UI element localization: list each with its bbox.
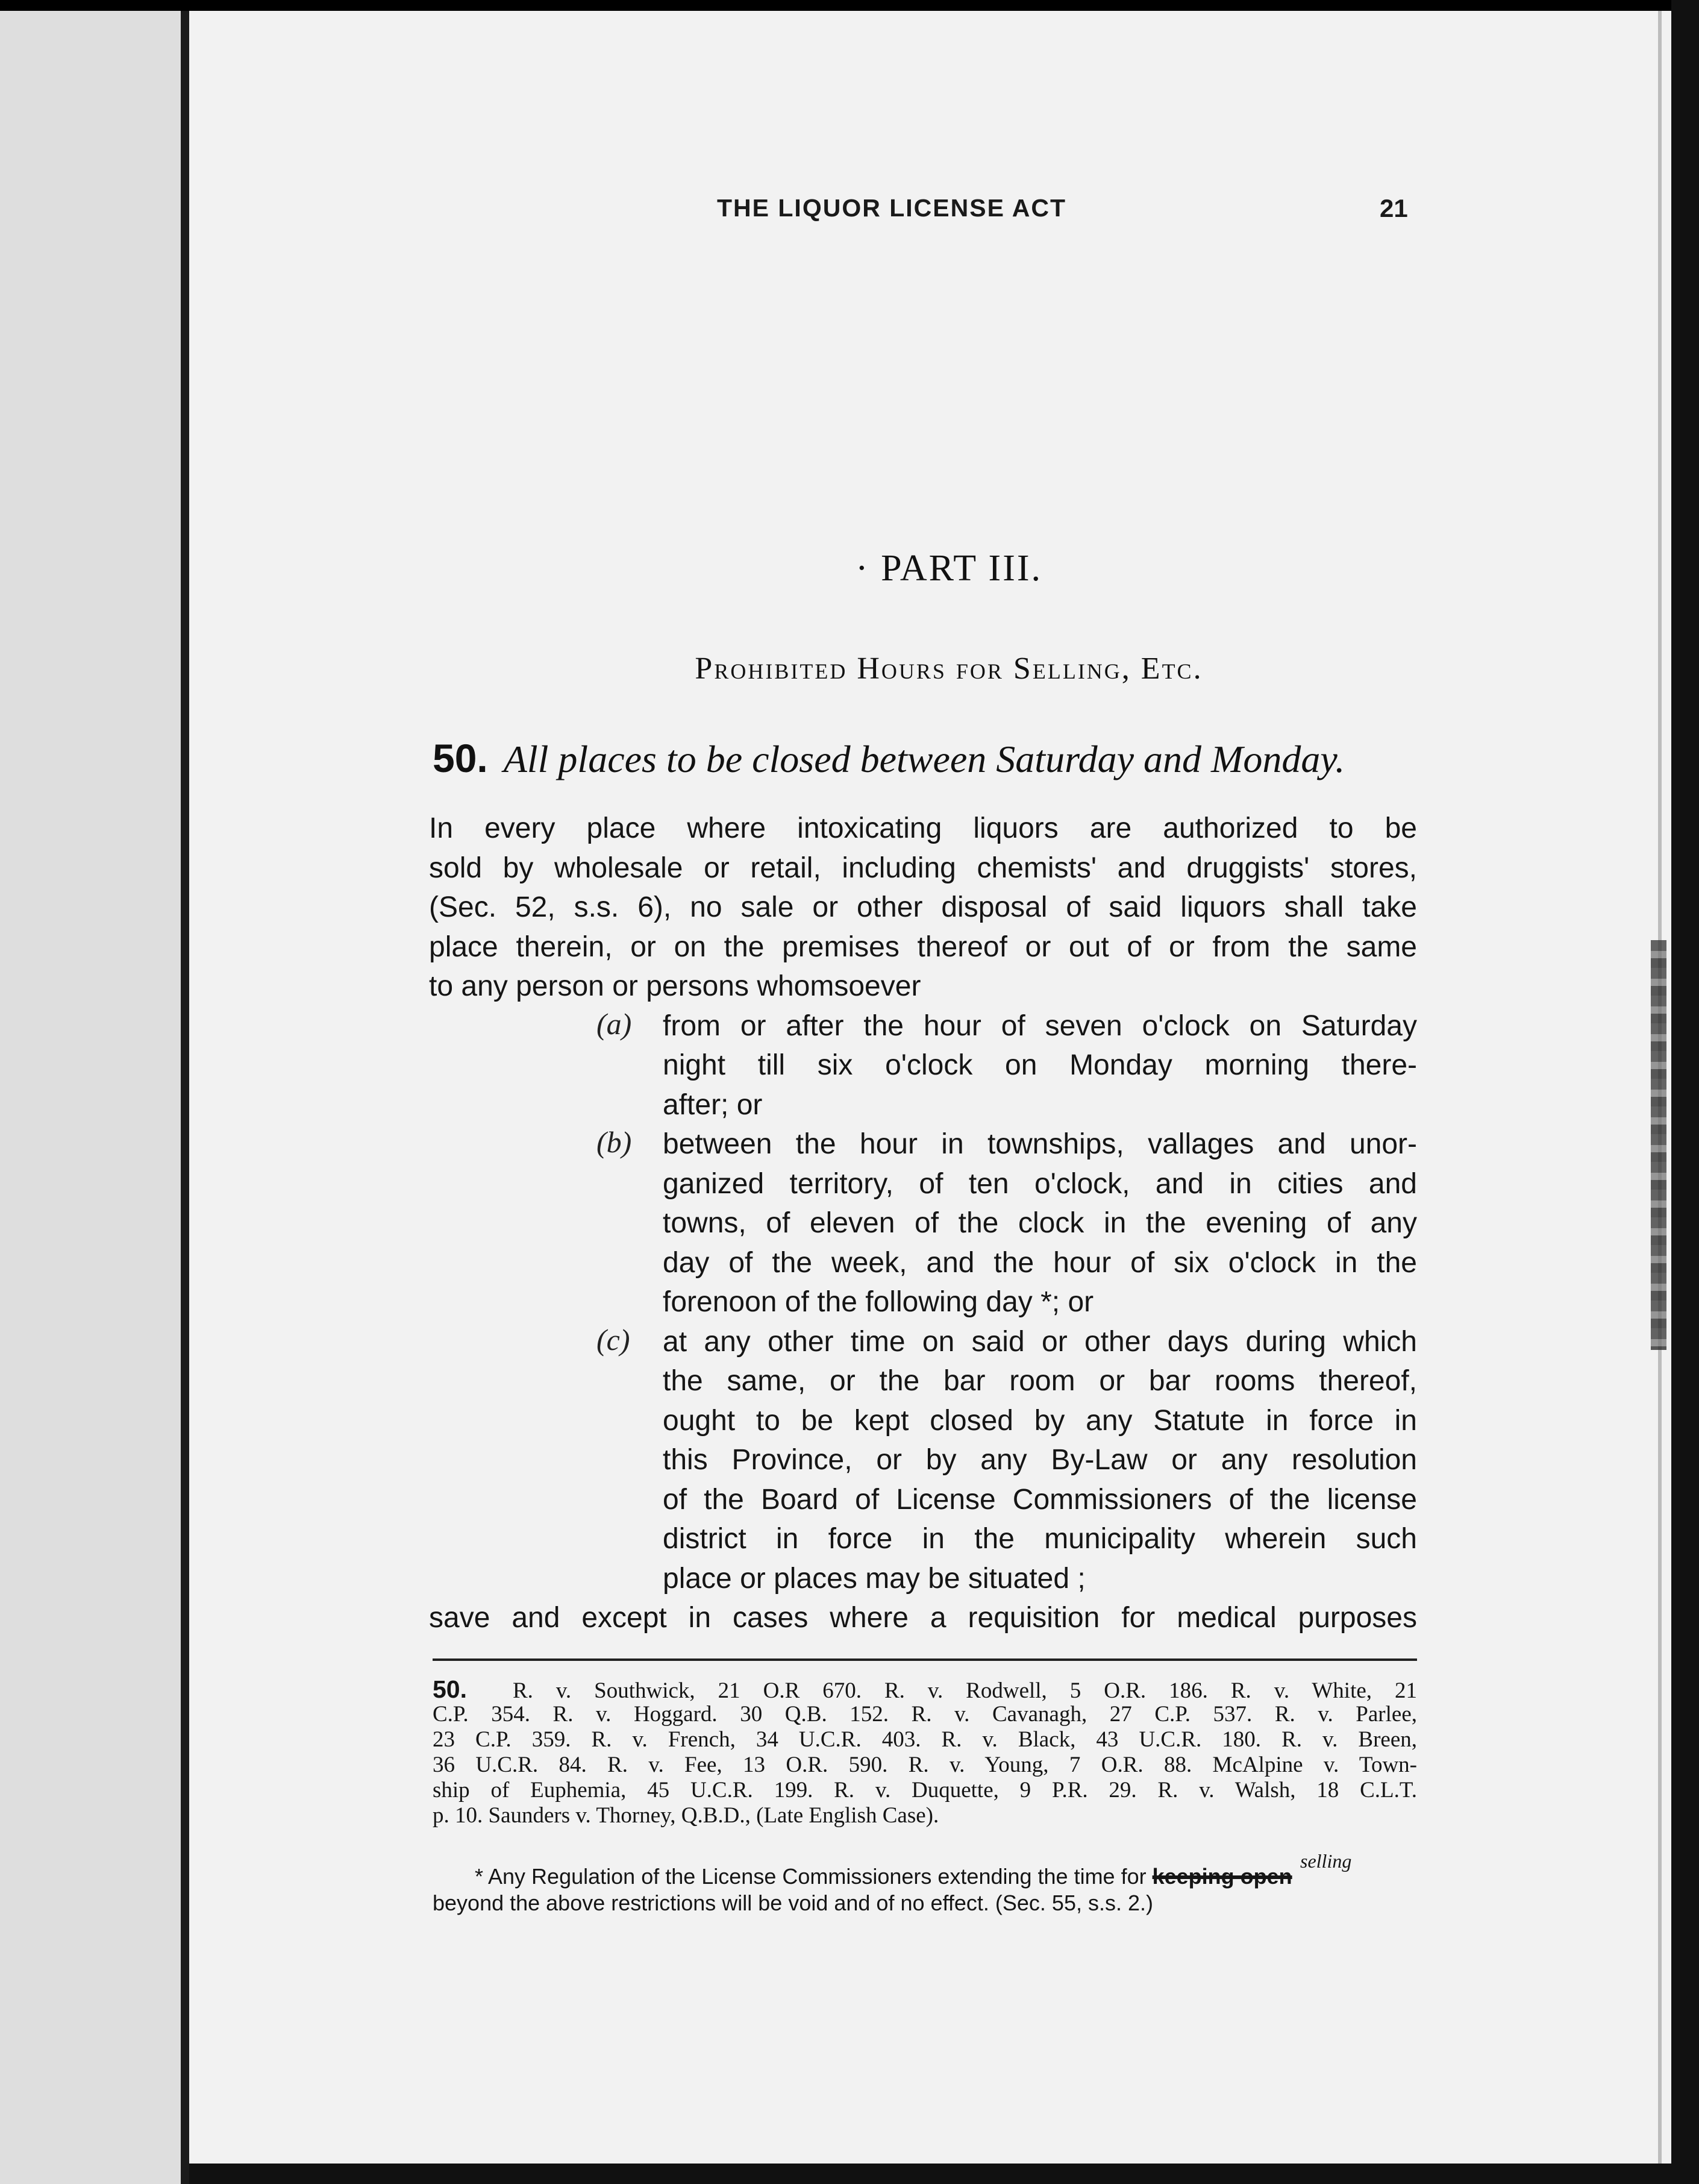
footnote-line: p. 10. Saunders v. Thorney, Q.B.D., (Late English Case). — [433, 1803, 939, 1828]
clause-a-mark: (a) — [596, 1007, 632, 1041]
closing-line: save and except in cases where a requisition for medical purposes — [429, 1602, 1417, 1634]
star-note-text: * Any Regulation of the License Commissioners extending the time for — [475, 1864, 1147, 1889]
footnote-line: 36 U.C.R. 84. R. v. Fee, 13 O.R. 590. R. v. Young, 7 O.R. 88. McAlpine v. Town- — [433, 1753, 1417, 1777]
clause-c-line: this Province, or by any By-Law or any resolution — [663, 1444, 1417, 1476]
footnote-line — [433, 1677, 1417, 1704]
clause-b-line: day of the week, and the hour of six o'clock in the — [663, 1247, 1417, 1279]
handwritten-insertion: selling — [1300, 1850, 1352, 1872]
scan-bottom-border — [189, 2164, 1671, 2184]
star-note-line-2: beyond the above restrictions will be void and of no effect. (Sec. 55, s.s. 2.) — [433, 1891, 1153, 1915]
clause-c-line: at any other time on said or other days during which — [663, 1326, 1417, 1358]
clause-c-line: the same, or the bar room or bar rooms thereof, — [663, 1365, 1417, 1397]
clause-a-line: from or after the hour of seven o'clock on Saturday — [663, 1010, 1417, 1042]
struck-text: keeping open — [1152, 1864, 1292, 1889]
clause-c-line: district in force in the municipality wherein such — [663, 1523, 1417, 1555]
clause-c-line: place or places may be situated ; — [663, 1563, 1086, 1595]
section-number: 50. — [433, 736, 488, 780]
running-header: THE LIQUOR LICENSE ACT — [717, 194, 1067, 222]
section-heading — [433, 735, 1345, 782]
book-gutter — [181, 11, 189, 2184]
page-number: 21 — [1380, 194, 1408, 222]
intro-line: place therein, or on the premises thereof or out of or from the same — [429, 931, 1417, 963]
intro-line: In every place where intoxicating liquors are authorized to be — [429, 812, 1417, 844]
intro-line: to any person or persons whomsoever — [429, 970, 921, 1002]
footnote-line: ship of Euphemia, 45 U.C.R. 199. R. v. Duquette, 9 P.R. 29. R. v. Walsh, 18 C.L.T. — [433, 1778, 1417, 1803]
part-subtitle: Prohibited Hours for Selling, Etc. — [695, 651, 1203, 686]
footnote-rule — [433, 1658, 1417, 1661]
clause-b-line: between the hour in townships, vallages and unor- — [663, 1128, 1417, 1160]
footnote-line: 23 C.P. 359. R. v. French, 34 U.C.R. 403. R. v. Black, 43 U.C.R. 180. R. v. Breen, — [433, 1727, 1417, 1752]
footnote-line: C.P. 354. R. v. Hoggard. 30 Q.B. 152. R. v. Cavanagh, 27 C.P. 537. R. v. Parlee, — [433, 1702, 1417, 1727]
clause-b-line: forenoon of the following day *; or — [663, 1286, 1094, 1318]
clause-c-mark: (c) — [596, 1323, 630, 1357]
clause-b-line: towns, of eleven of the clock in the evening of any — [663, 1207, 1417, 1239]
part-title: · PART III. — [855, 548, 1043, 589]
clause-c-line: ought to be kept closed by any Statute in force in — [663, 1405, 1417, 1437]
clause-b-line: ganized territory, of ten o'clock, and in cities and — [663, 1168, 1417, 1200]
footnote-number: 50. — [433, 1675, 467, 1703]
clause-a-line: night till six o'clock on Monday morning there- — [663, 1049, 1417, 1081]
clause-b-mark: (b) — [596, 1125, 632, 1159]
footnote-text: R. v. Southwick, 21 O.R 670. R. v. Rodwell, 5 O.R. 186. R. v. White, 21 — [512, 1678, 1417, 1703]
intro-line: sold by wholesale or retail, including chemists' and druggists' stores, — [429, 852, 1417, 884]
scan-top-border — [0, 0, 1699, 11]
section-title: All places to be closed between Saturday and Monday. — [503, 738, 1345, 780]
intro-line: (Sec. 52, s.s. 6), no sale or other disposal of said liquors shall take — [429, 891, 1417, 923]
clause-c-line: of the Board of License Commissioners of the license — [663, 1484, 1417, 1516]
star-note-line-1 — [433, 1850, 1417, 1890]
scan-right-border — [1671, 0, 1699, 2184]
clause-a-line: after; or — [663, 1089, 763, 1121]
edge-smudge — [1651, 940, 1666, 1350]
facing-page-edge — [0, 11, 189, 2184]
